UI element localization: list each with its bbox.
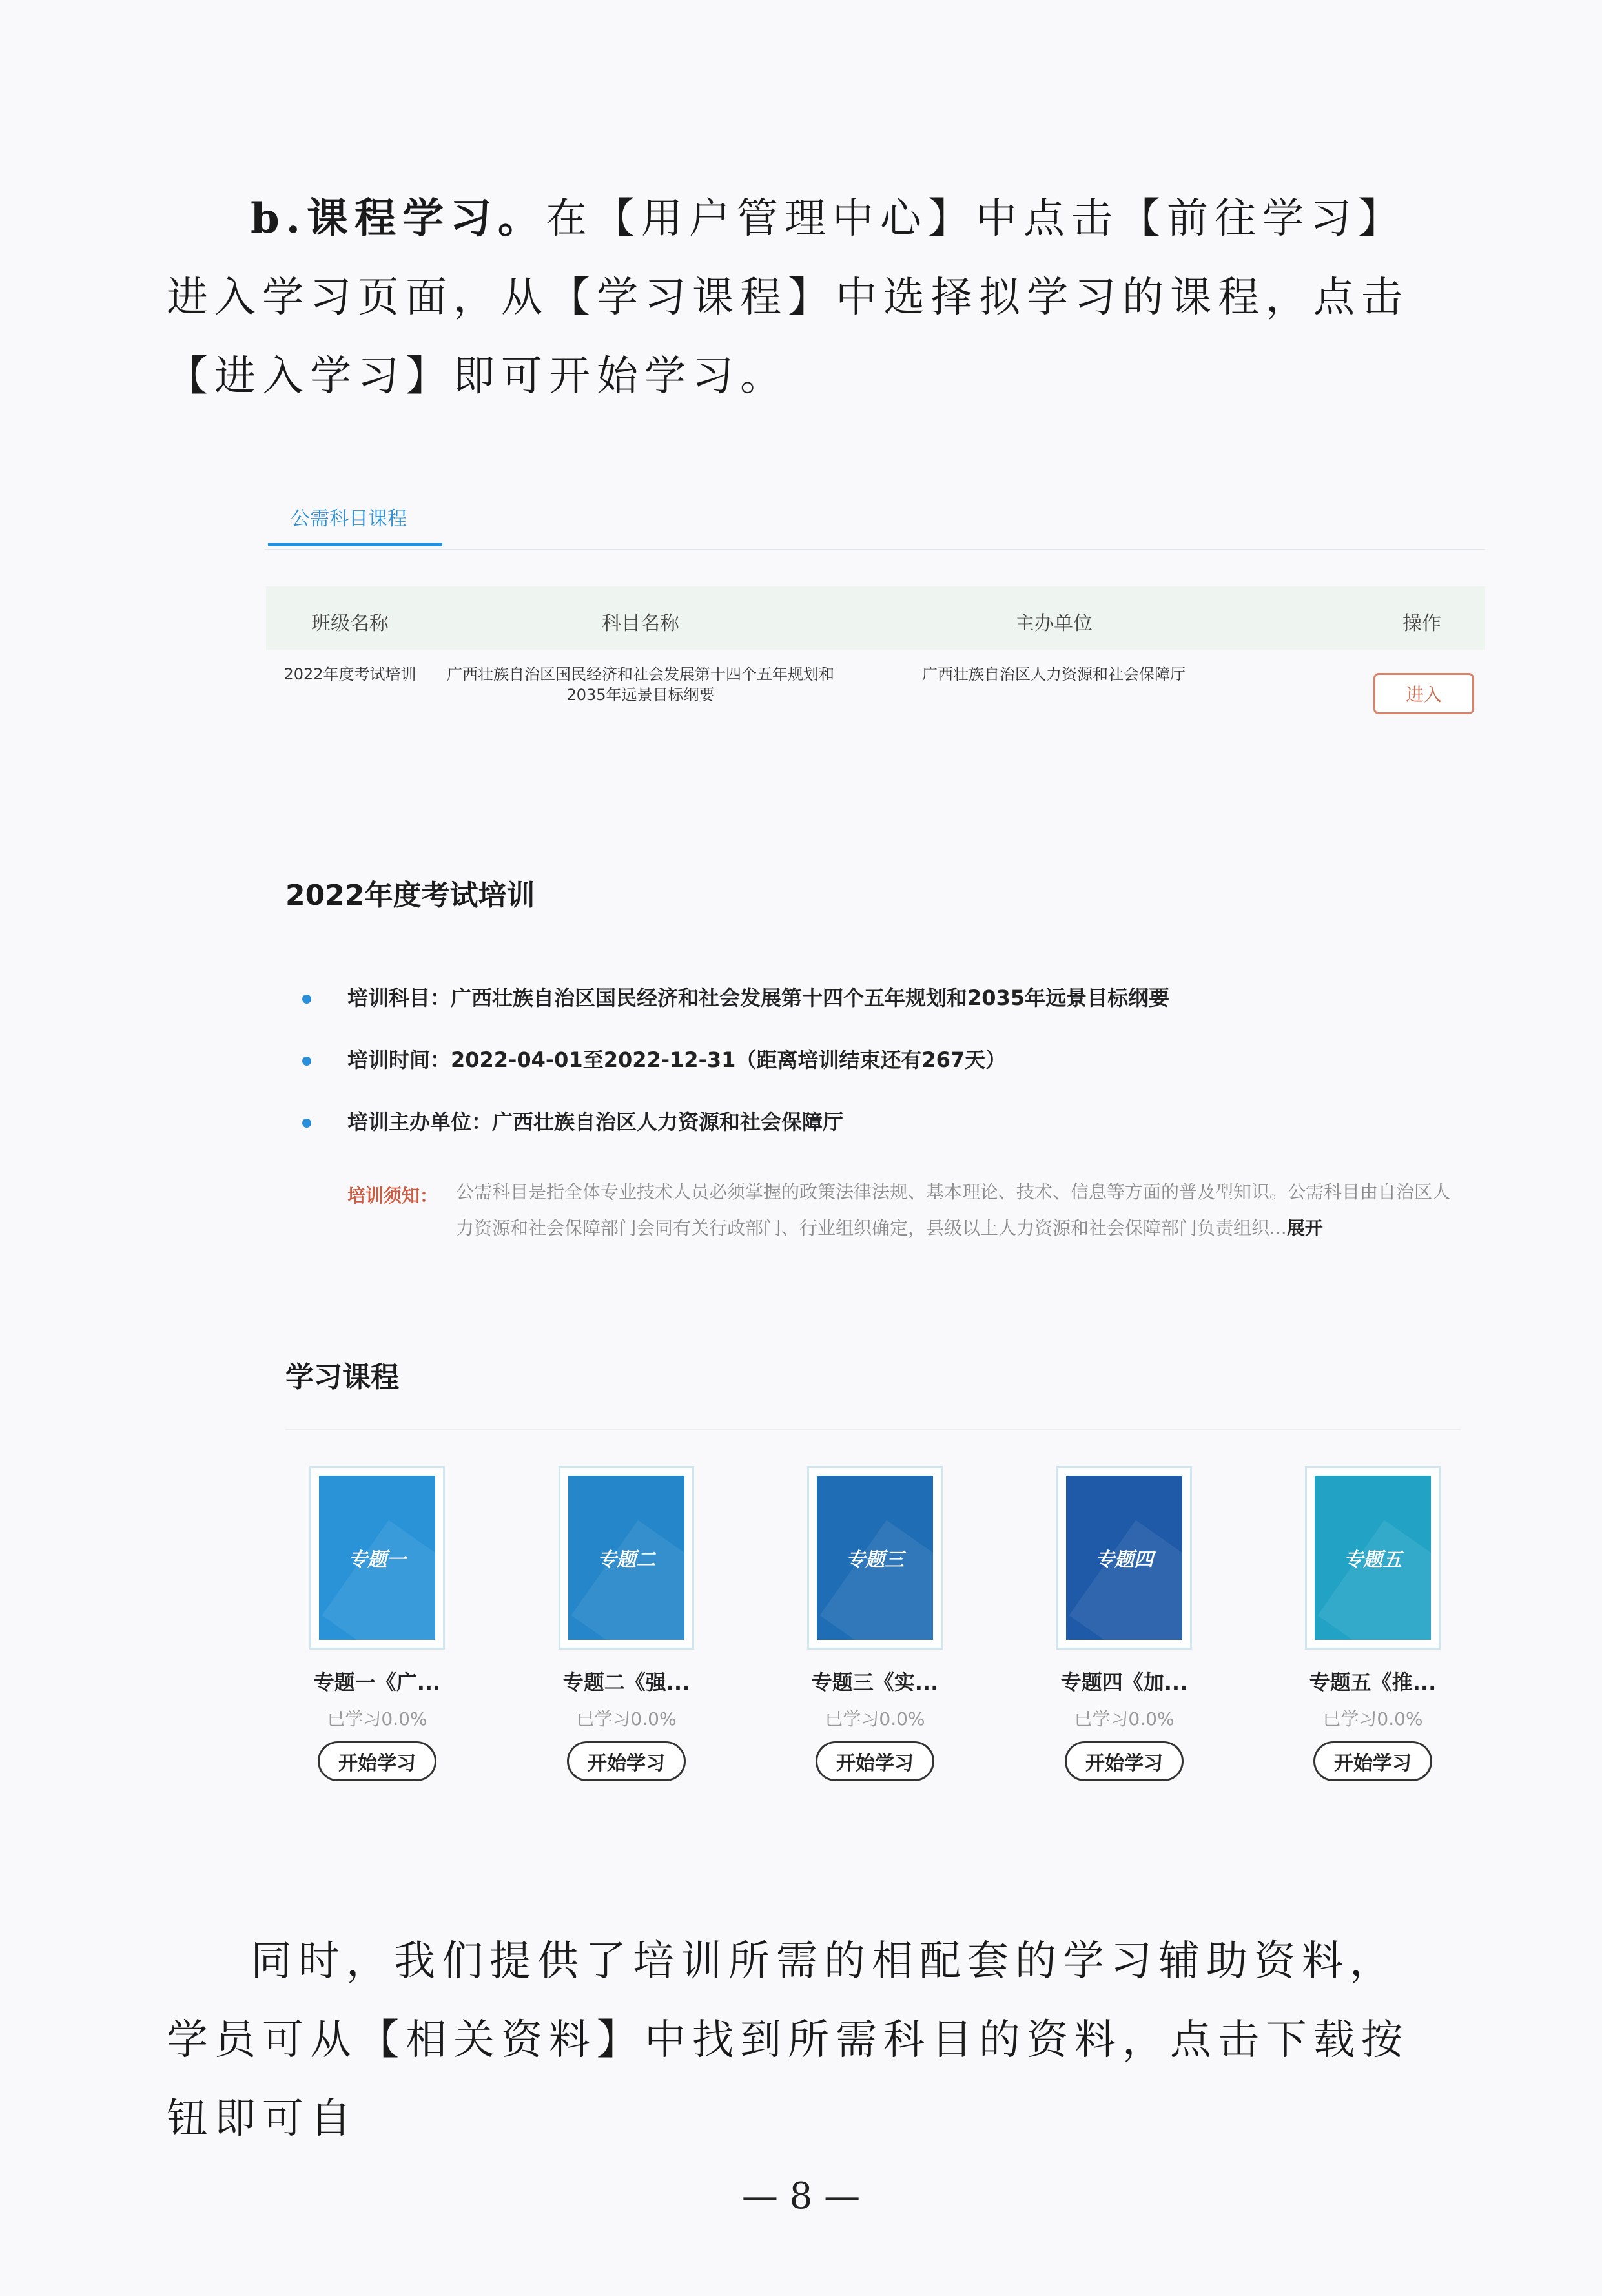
expand-link[interactable]: 展开 — [1286, 1217, 1323, 1239]
course-card[interactable] — [1302, 1466, 1444, 1781]
bullet-dot — [302, 1057, 311, 1066]
cover-label: 专题五 — [1344, 1549, 1402, 1571]
course-cover[interactable] — [1305, 1466, 1441, 1650]
course-progress: 已学习0.0% — [576, 1708, 677, 1730]
enter-button[interactable]: 进入 — [1373, 673, 1474, 714]
cover-label: 专题二 — [597, 1549, 655, 1571]
closing-paragraph: 同时，我们提供了培训所需的相配套的学习辅助资料，学员可从【相关资料】中找到所需科目的资料，点击下载按钮即可自 — [167, 1938, 1409, 2143]
course-card[interactable] — [804, 1466, 946, 1781]
cell-subject: 广西壮族自治区国民经济和社会发展第十四个五年规划和2035年远景目标纲要 — [447, 665, 834, 704]
course-progress: 已学习0.0% — [1074, 1708, 1175, 1730]
bullet-dot — [302, 995, 311, 1004]
training-subject: 培训科目：广西壮族自治区国民经济和社会发展第十四个五年规划和2035年远景目标纲要 — [347, 986, 1170, 1010]
course-cover[interactable] — [807, 1466, 943, 1650]
start-learning-button[interactable]: 开始学习 — [318, 1741, 436, 1781]
notice-body: 公需科目是指全体专业技术人员必须掌握的政策法律法规、基本理论、技术、信息等方面的普及型知识。公需科目由自治区人力资源和社会保障部门会同有关行政部门、行业组织确定，县级以上人力资源和社会保障部门负责组织... — [456, 1181, 1451, 1239]
notice-label: 培训须知： — [347, 1185, 438, 1206]
start-learning-button[interactable]: 开始学习 — [816, 1741, 934, 1781]
course-name[interactable]: 专题四《加... — [1060, 1670, 1188, 1695]
course-card[interactable] — [1053, 1466, 1195, 1781]
course-name[interactable]: 专题一《广... — [313, 1670, 441, 1695]
intro-lead: b.课程学习。 — [251, 194, 546, 243]
tab-active-indicator — [268, 543, 442, 546]
course-progress: 已学习0.0% — [825, 1708, 925, 1730]
cover-label: 专题一 — [348, 1549, 406, 1571]
header-organizer: 主办单位 — [1015, 612, 1093, 635]
course-progress: 已学习0.0% — [1322, 1708, 1423, 1730]
training-organizer: 培训主办单位：广西壮族自治区人力资源和社会保障厅 — [347, 1110, 844, 1134]
start-learning-button[interactable]: 开始学习 — [1313, 1741, 1432, 1781]
course-cover[interactable] — [1056, 1466, 1192, 1650]
table-header — [266, 586, 1485, 650]
course-name[interactable]: 专题五《推... — [1309, 1670, 1437, 1695]
cover-label: 专题三 — [846, 1549, 904, 1571]
course-name[interactable]: 专题三《实... — [811, 1670, 939, 1695]
course-progress: 已学习0.0% — [327, 1708, 427, 1730]
divider — [285, 1429, 1461, 1430]
bullet-dot — [302, 1119, 311, 1128]
tab-bar — [265, 484, 1485, 550]
cover-label: 专题四 — [1095, 1549, 1153, 1571]
tab-public-courses[interactable]: 公需科目课程 — [291, 508, 407, 530]
course-card[interactable] — [306, 1466, 448, 1781]
intro-text: 在【用户管理中心】中点击【前往学习】进入学习页面，从【学习课程】中选择拟学习的课程，点击【进入学习】即可开始学习。 — [167, 195, 1409, 400]
intro-paragraph — [167, 180, 1432, 416]
training-time: 培训时间：2022-04-01至2022-12-31（距离培训结束还有267天） — [347, 1048, 1007, 1072]
course-table — [266, 586, 1485, 721]
training-title: 2022年度考试培训 — [285, 879, 535, 912]
cell-organizer: 广西壮族自治区人力资源和社会保障厅 — [922, 665, 1186, 683]
course-screenshot — [265, 484, 1485, 1775]
course-cover[interactable] — [559, 1466, 694, 1650]
start-learning-button[interactable]: 开始学习 — [567, 1741, 686, 1781]
page-number: — 8 — — [741, 2175, 861, 2217]
course-name[interactable]: 专题二《强... — [562, 1670, 690, 1695]
header-subject: 科目名称 — [602, 612, 679, 635]
start-learning-button[interactable]: 开始学习 — [1065, 1741, 1184, 1781]
header-class-name: 班级名称 — [311, 612, 389, 635]
notice-text — [456, 1174, 1450, 1246]
table-row — [266, 650, 1485, 721]
header-action: 操作 — [1402, 612, 1441, 635]
cell-class-name: 2022年度考试培训 — [283, 665, 416, 683]
course-cover[interactable] — [309, 1466, 445, 1650]
course-card[interactable] — [555, 1466, 697, 1781]
courses-title: 学习课程 — [285, 1361, 399, 1394]
